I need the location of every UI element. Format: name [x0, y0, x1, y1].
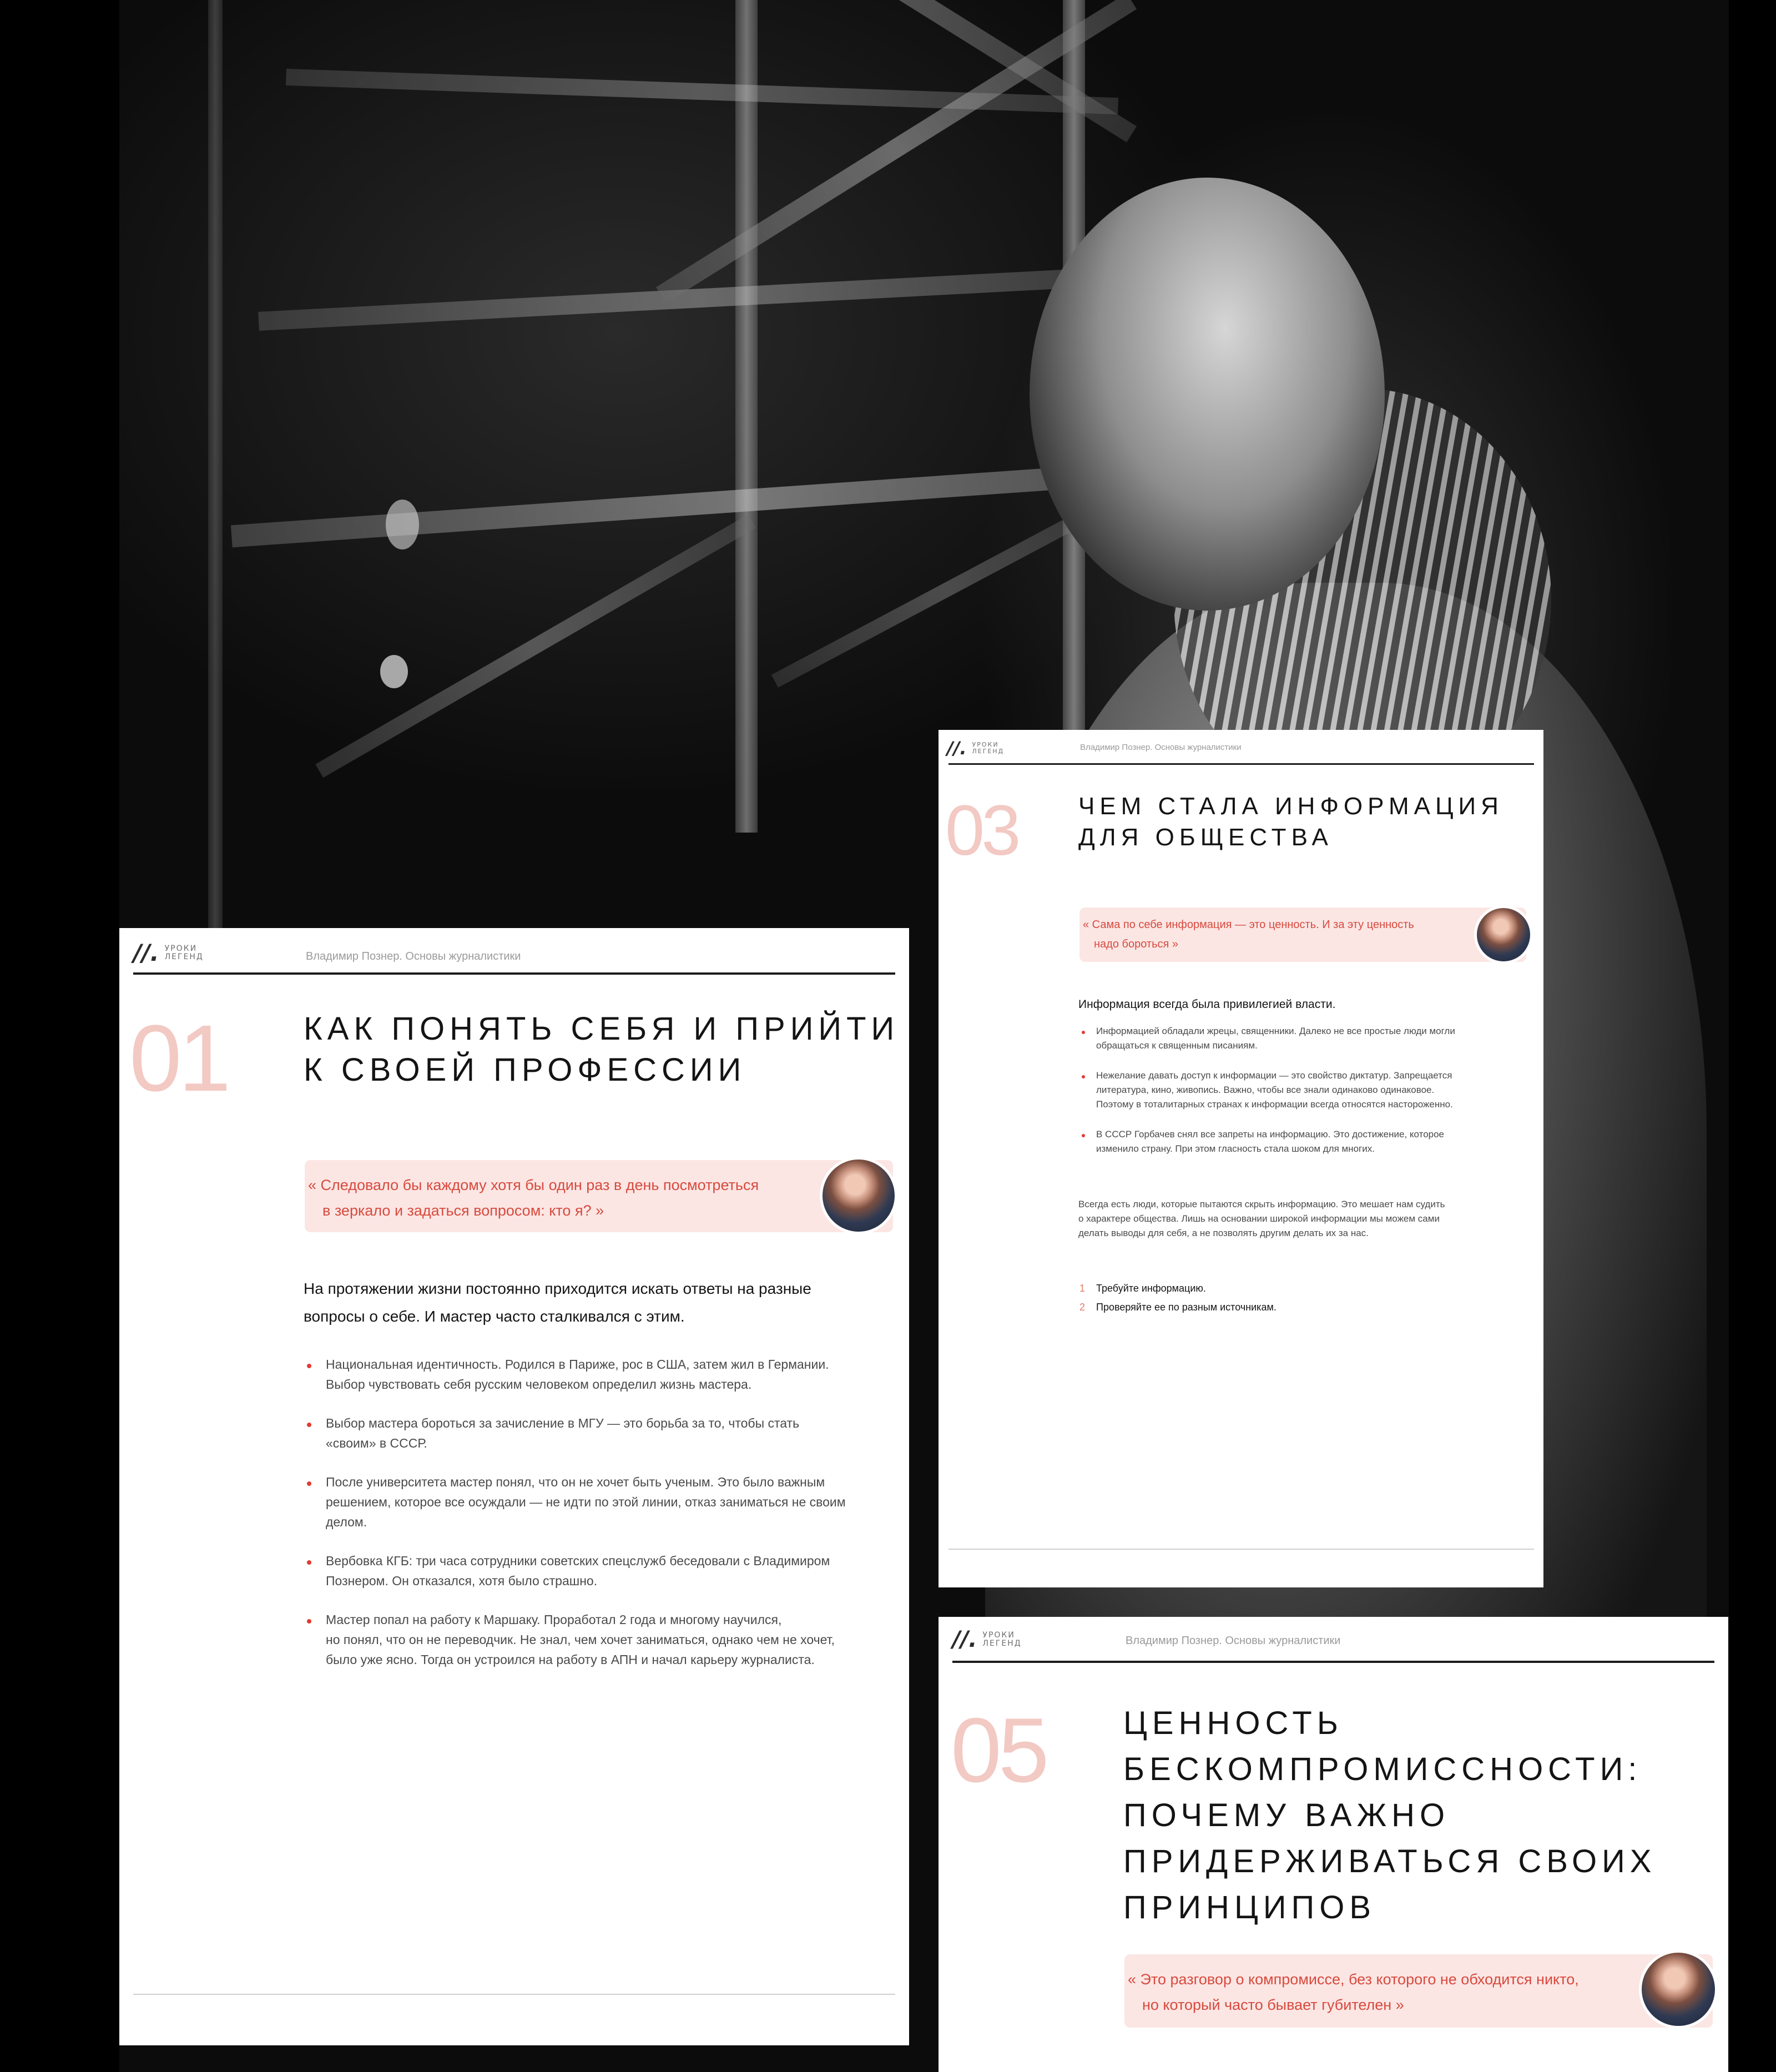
logo-line1: УРОКИ: [982, 1631, 1015, 1640]
logo-mark: //.: [952, 1627, 977, 1652]
pull-quote: « Сама по себе информация — это ценность. И за эту ценность надо бороться »: [1079, 908, 1526, 962]
logo-line2: ЛЕГЕНД: [982, 1639, 1022, 1648]
doc-title: Владимир Познер. Основы журналистики: [1126, 1635, 1341, 1647]
bullet-list: [1096, 1024, 1529, 1156]
step-item: 2 Проверяйте ее по разным источникам.: [1079, 1302, 1276, 1313]
section-number: 05: [951, 1699, 1046, 1801]
numbered-steps: [1079, 1279, 1276, 1317]
list-item: Нежелание давать доступ к информации — это свойство диктатур. Запрещается литература, кино, живопись. Важно, чтобы все знали одинаково одинаковое. Поэтому в тоталитарных странах к информации всегда относятся настороженно.: [1096, 1068, 1529, 1112]
left-margin: [0, 0, 119, 2072]
bullet-dot: [307, 1423, 311, 1427]
body-paragraph: Всегда есть люди, которые пытаются скрыть информацию. Это мешает нам судить о характере общества. Лишь на основании широкой информации мы можем сами делать выводы для себя, а не позволять другим делать их за нас.: [1078, 1199, 1445, 1238]
step-item: 1 Требуйте информацию.: [1079, 1283, 1206, 1294]
logo-line2: ЛЕГЕНД: [972, 748, 1005, 755]
section-number: 03: [945, 791, 1018, 870]
list-item: Вербовка КГБ: три часа сотрудники советских спецслужб беседовали с Владимиром Познером. Он отказался, хотя было страшно.: [326, 1551, 881, 1591]
section-heading: ЦЕННОСТЬ БЕСКОМПРОМИССНОСТИ: ПОЧЕМУ ВАЖНО ПРИДЕРЖИВАТЬСЯ СВОИХ ПРИНЦИПОВ: [1123, 1705, 1657, 1925]
bullet-dot: [307, 1560, 311, 1565]
bullet-list: [326, 1354, 881, 1670]
lead-text: Информация всегда была привилегией власти.: [1078, 998, 1336, 1011]
list-item: После университета мастер понял, что он не хочет быть ученым. Это было важным решением, которое все осуждали — не идти по этой линии, отказ заниматься не своим делом.: [326, 1472, 881, 1532]
header-rule: [133, 972, 895, 975]
list-item: Национальная идентичность. Родился в Париже, рос в США, затем жил в Германии. Выбор чувствовать себя русским человеком определил жизнь мастера.: [326, 1354, 881, 1394]
bullet-dot: [307, 1619, 311, 1624]
doc-title: Владимир Познер. Основы журналистики: [306, 950, 521, 962]
logo-mark: //.: [133, 939, 159, 966]
bullet-dot: [307, 1364, 311, 1368]
list-item: В СССР Горбачев снял все запреты на информацию. Это достижение, которое изменило страну. При этом гласность стала шоком для многих.: [1096, 1127, 1529, 1156]
page-05: [939, 1617, 1728, 2072]
footer-rule: [133, 1994, 895, 1995]
right-margin: [1729, 0, 1776, 2072]
brand-logo: [952, 1627, 1022, 1652]
section-heading: КАК ПОНЯТЬ СЕБЯ И ПРИЙТИ К СВОЕЙ ПРОФЕССИИ: [304, 1011, 900, 1088]
brand-logo: [947, 738, 1004, 759]
page-01: [119, 928, 909, 2045]
bullet-dot: [1082, 1075, 1085, 1078]
pull-quote: « Это разговор о компромиссе, без которого не обходится никто, но который часто бывает губителен »: [1124, 1954, 1713, 2028]
author-avatar: [1639, 1950, 1718, 2029]
bullet-dot: [1082, 1031, 1085, 1034]
list-item: Информацией обладали жрецы, священники. Далеко не все простые люди могли обращаться к священным писаниям.: [1096, 1024, 1529, 1053]
list-item: Мастер попал на работу к Маршаку. Проработал 2 года и многому научился, но понял, что он не переводчик. Не знал, чем хочет заниматься, однако чем не хочет, было уже ясно. Тогда он устроился на работу в АПН и начал карьеру журналиста.: [326, 1610, 881, 1670]
section-heading: ЧЕМ СТАЛА ИНФОРМАЦИЯ ДЛЯ ОБЩЕСТВА: [1078, 793, 1503, 851]
lead-text: На протяжении жизни постоянно приходится искать ответы на разные вопросы о себе. И мастер часто сталкивался с этим.: [304, 1280, 811, 1325]
section-number: 01: [129, 1006, 228, 1111]
footer-rule: [948, 1549, 1534, 1550]
brand-logo: [133, 939, 204, 966]
logo-line1: УРОКИ: [164, 944, 198, 953]
header-rule: [948, 763, 1534, 765]
bullet-dot: [1082, 1134, 1085, 1137]
pull-quote: « Следовало бы каждому хотя бы один раз в день посмотреться в зеркало и задаться вопросом: кто я? »: [305, 1160, 893, 1232]
doc-title: Владимир Познер. Основы журналистики: [1080, 743, 1242, 752]
logo-line2: ЛЕГЕНД: [164, 952, 204, 961]
logo-line1: УРОКИ: [972, 741, 999, 749]
page-03: [939, 730, 1543, 1587]
author-avatar: [820, 1157, 897, 1234]
list-item: Выбор мастера бороться за зачисление в МГУ — это борьба за то, чтобы стать «своим» в СССР.: [326, 1413, 881, 1453]
header-rule: [952, 1661, 1714, 1663]
bullet-dot: [307, 1481, 311, 1486]
author-avatar: [1474, 905, 1533, 964]
logo-mark: //.: [947, 738, 967, 759]
